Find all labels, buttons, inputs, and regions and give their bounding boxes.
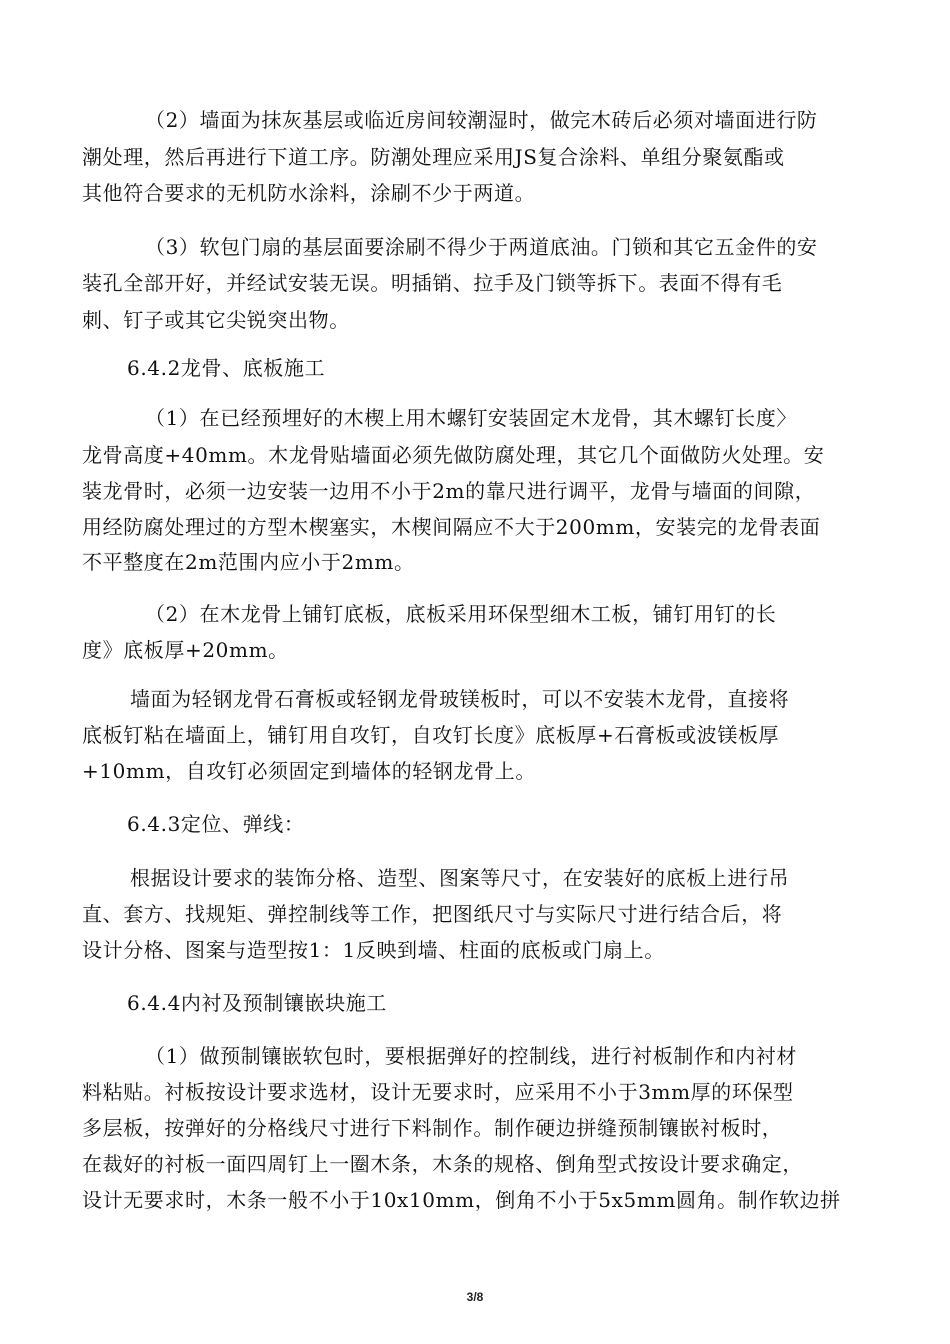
paragraph-line: 设计分格、图案与造型按1：1反映到墙、柱面的底板或门扇上。: [82, 938, 665, 962]
paragraph-line: 多层板，按弹好的分格线尺寸进行下料制作。制作硬边拼缝预制镶嵌衬板时，: [82, 1116, 783, 1140]
paragraph-line: （2）在木龙骨上铺钉底板，底板采用环保型细木工板，铺钉用钉的长: [145, 602, 777, 626]
paragraph-line: 不平整度在2m范围内应小于2mm。: [82, 550, 415, 574]
paragraph-line: 底板钉粘在墙面上，铺钉用自攻钉，自攻钉长度》底板厚+石膏板或波镁板厚: [82, 723, 780, 747]
paragraph-line: 刺、钉子或其它尖锐突出物。: [82, 308, 350, 332]
paragraph-line: 墙面为轻钢龙骨石膏板或轻钢龙骨玻镁板时，可以不安装木龙骨，直接将: [130, 687, 790, 711]
paragraph-line: 直、套方、找规矩、弹控制线等工作，把图纸尺寸与实际尺寸进行结合后，将: [82, 902, 783, 926]
paragraph-line: （3）软包门扇的基层面要涂刷不得少于两道底油。门锁和其它五金件的安: [145, 235, 818, 259]
paragraph-line: （1）做预制镶嵌软包时，要根据弹好的控制线，进行衬板制作和内衬材: [145, 1044, 797, 1068]
paragraph-line: +10mm，自攻钉必须固定到墙体的轻钢龙骨上。: [82, 759, 536, 783]
paragraph-line: 其他符合要求的无机防水涂料，涂刷不少于两道。: [82, 181, 536, 205]
paragraph-line: 度》底板厚+20mm。: [82, 638, 289, 662]
paragraph-line: （2）墙面为抹灰基层或临近房间较潮湿时，做完木砖后必须对墙面进行防: [145, 108, 818, 132]
paragraph-line: 装龙骨时，必须一边安装一边用不小于2m的靠尺进行调平，龙骨与墙面的间隙，: [82, 479, 816, 503]
paragraph-line: 料粘贴。衬板按设计要求选材，设计无要求时，应采用不小于3mm厚的环保型: [82, 1080, 794, 1104]
section-heading: 6.4.3定位、弹线：: [127, 812, 305, 836]
section-heading: 6.4.4内衬及预制镶嵌块施工: [127, 991, 387, 1015]
paragraph-line: 在裁好的衬板一面四周钉上一圈木条，木条的规格、倒角型式按设计要求确定，: [82, 1152, 803, 1176]
paragraph-line: （1）在已经预埋好的木楔上用木螺钉安装固定木龙骨，其木螺钉长度〉: [145, 406, 797, 430]
section-heading: 6.4.2龙骨、底板施工: [127, 356, 326, 380]
page-number: 3/8: [466, 1290, 484, 1304]
paragraph-line: 根据设计要求的装饰分格、造型、图案等尺寸，在安装好的底板上进行吊: [130, 866, 790, 890]
paragraph-line: 装孔全部开好，并经试安装无误。明插销、拉手及门锁等拆下。表面不得有毛: [82, 271, 783, 295]
paragraph-line: 用经防腐处理过的方型木楔塞实，木楔间隔应不大于200mm，安装完的龙骨表面: [82, 515, 821, 539]
paragraph-line: 潮处理，然后再进行下道工序。防潮处理应采用JS复合涂料、单组分聚氨酯或: [82, 145, 785, 169]
paragraph-line: 龙骨高度+40mm。木龙骨贴墙面必须先做防腐处理，其它几个面做防火处理。安: [82, 443, 825, 467]
paragraph-line: 设计无要求时，木条一般不小于10x10mm，倒角不小于5x5mm圆角。制作软边拼: [82, 1188, 841, 1212]
